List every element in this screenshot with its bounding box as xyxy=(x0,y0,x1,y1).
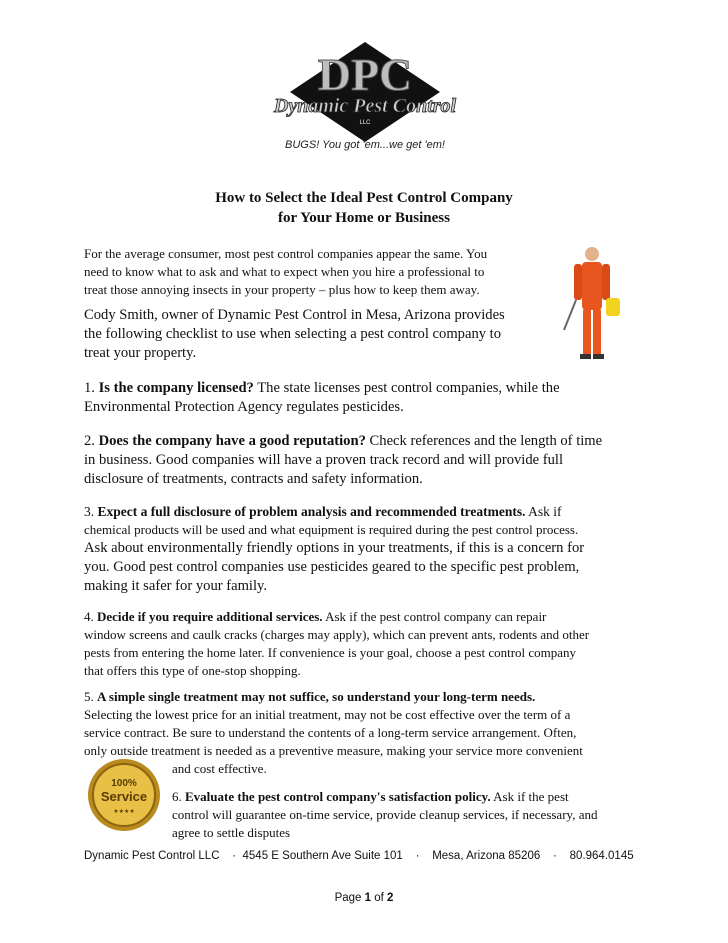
footer-city: Mesa, Arizona 85206 xyxy=(432,850,541,862)
item-heading: Expect a full disclosure of problem analysis and recommended treatments. xyxy=(97,504,526,519)
item-line: only outside treatment is needed as a preventive measure, making your service more convenient xyxy=(84,743,583,758)
item-number: 5. xyxy=(84,689,97,704)
checklist-item-2 xyxy=(84,432,654,489)
checklist-item-6 xyxy=(172,788,652,842)
item-text: Ask if the pest xyxy=(490,789,569,804)
item-line: Selecting the lowest price for an initial treatment, may not be cost effective over the term of a xyxy=(84,707,571,722)
page-of: of xyxy=(371,892,388,904)
owner-line: the following checklist to use when selecting a pest control company to xyxy=(84,326,502,342)
doc-title-line1: How to Select the Ideal Pest Control Company xyxy=(215,190,513,206)
footer-address: 4545 E Southern Ave Suite 101 xyxy=(242,850,403,862)
item-heading: A simple single treatment may not suffice, so understand your long-term needs. xyxy=(97,689,536,704)
logo-letters: DPC xyxy=(317,49,413,100)
item-text: Ask if xyxy=(525,504,562,519)
logo-suffix: LLC xyxy=(359,120,371,126)
item-number: 1. xyxy=(84,380,99,396)
intro-line: For the average consumer, most pest control companies appear the same. You xyxy=(84,246,488,261)
badge-word: Service xyxy=(100,789,148,804)
item-heading: Is the company licensed? xyxy=(98,380,254,396)
item-number: 6. xyxy=(172,789,185,804)
item-line: that offers this type of one-stop shopping. xyxy=(84,663,301,678)
logo-name: Dynamic Pest Control xyxy=(273,95,457,117)
item-line: pests from entering the home later. If convenience is your goal, choose a pest control company xyxy=(84,645,577,660)
item-line: disclosure of treatments, contracts and safety information. xyxy=(84,471,423,487)
checklist-item-1 xyxy=(84,379,654,417)
item-line: you. Good pest control companies use pesticides geared to the specific pest problem, xyxy=(84,559,580,575)
page-footer xyxy=(84,850,654,862)
page-total: 2 xyxy=(387,892,394,904)
item-line: Environmental Protection Agency regulates pesticides. xyxy=(84,399,404,415)
page-current: 1 xyxy=(364,892,372,904)
company-logo xyxy=(240,40,490,160)
owner-line: Cody Smith, owner of Dynamic Pest Control in Mesa, Arizona provides xyxy=(84,307,505,323)
footer-separator: · xyxy=(415,850,420,862)
item-text: The state licenses pest control companies, while the xyxy=(253,380,560,396)
item-heading: Decide if you require additional services. xyxy=(97,609,323,624)
item-line: making it safer for your family. xyxy=(84,578,268,594)
page-number xyxy=(0,892,728,904)
item-line: chemical products will be used and what equipment is required during the pest control process. xyxy=(84,522,579,537)
item-heading: Evaluate the pest control company's satisfaction policy. xyxy=(185,789,491,804)
item-line: window screens and caulk cracks (charges may apply), which can prevent ants, rodents and other xyxy=(84,627,590,642)
doc-title-line2: for Your Home or Business xyxy=(278,210,450,226)
intro-line: need to know what to ask and what to expect when you hire a professional to xyxy=(84,264,485,279)
owner-paragraph xyxy=(84,306,654,363)
item-line: and cost effective. xyxy=(172,761,267,776)
checklist-item-5 xyxy=(84,688,654,778)
item-text: Ask if the pest control company can repair xyxy=(322,609,547,624)
checklist-item-4 xyxy=(84,608,654,680)
item-heading: Does the company have a good reputation? xyxy=(98,433,366,449)
checklist-item-3 xyxy=(84,503,654,596)
owner-line: treat your property. xyxy=(84,345,197,361)
item-line: Ask about environmentally friendly options in your treatments, if this is a concern for xyxy=(84,540,585,556)
item-text: Check references and the length of time xyxy=(365,433,603,449)
footer-separator: · xyxy=(553,850,557,862)
item-number: 3. xyxy=(84,504,98,519)
footer-separator: · xyxy=(232,850,237,862)
service-guarantee-badge xyxy=(84,756,164,834)
intro-line: treat those annoying insects in your property – plus how to keep them away. xyxy=(84,282,480,297)
item-number: 4. xyxy=(84,609,97,624)
badge-percent: 100% xyxy=(111,778,137,789)
item-line: in business. Good companies will have a proven track record and will provide full xyxy=(84,452,564,468)
footer-phone: 80.964.0145 xyxy=(569,850,634,862)
item-line: agree to settle disputes xyxy=(172,825,291,840)
item-line: control will guarantee on-time service, provide cleanup services, if necessary, and xyxy=(172,807,598,822)
logo-tagline: BUGS! You got 'em...we get 'em! xyxy=(285,139,445,151)
page-label: Page xyxy=(334,892,365,904)
footer-company: Dynamic Pest Control LLC xyxy=(84,850,220,862)
item-line: service contract. Be sure to understand the contents of a long-term service arrangement. Often, xyxy=(84,725,577,740)
badge-stars: ★★★★ xyxy=(113,808,135,815)
item-number: 2. xyxy=(84,433,99,449)
